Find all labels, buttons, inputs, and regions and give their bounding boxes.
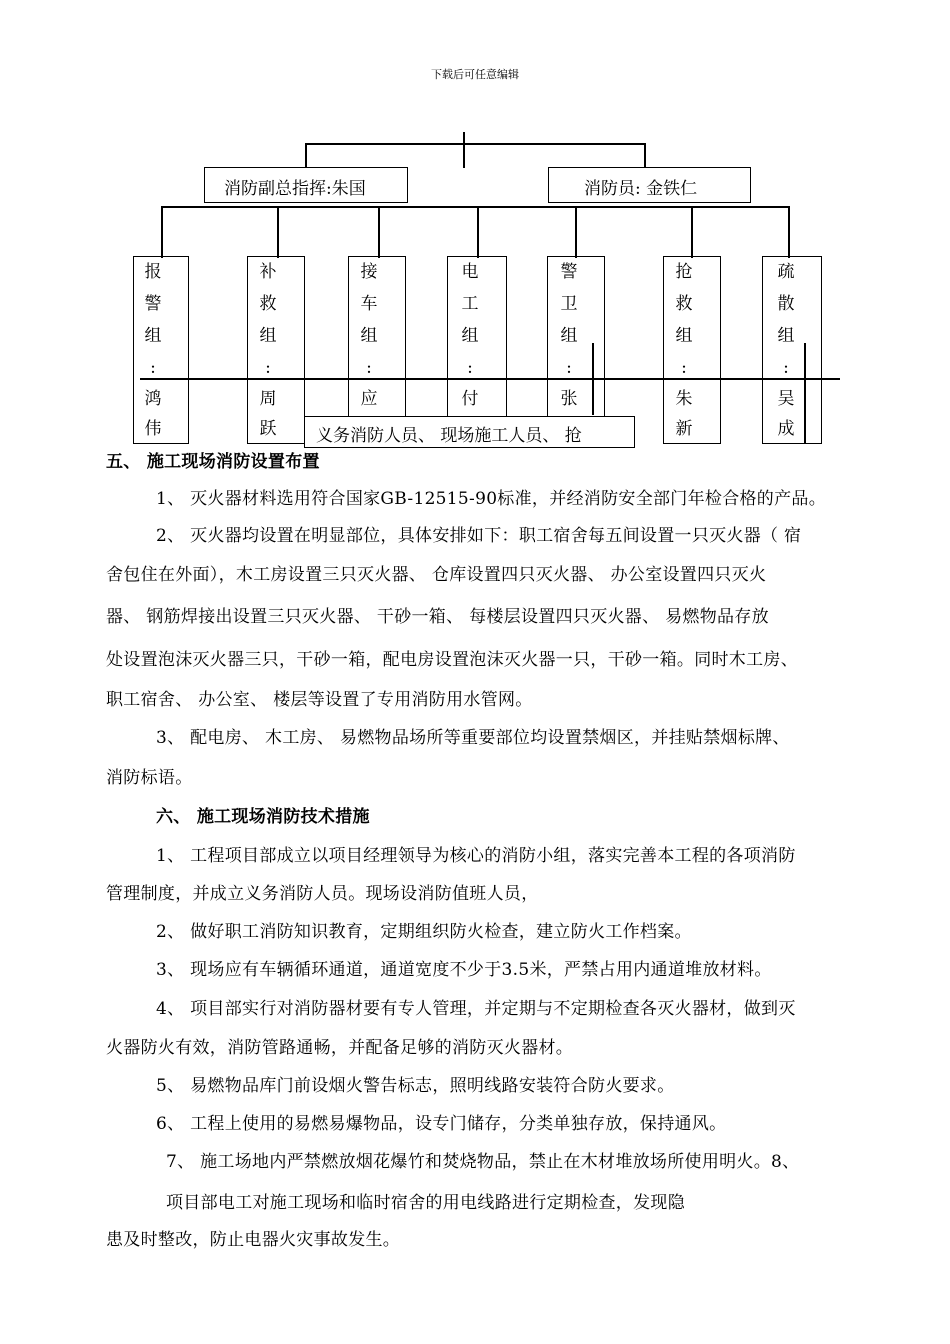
chart-line [691,206,693,258]
chart-line [575,206,577,258]
section-5-title: 五、 施工现场消防设置布置 [106,452,320,472]
group-1-name-char: 鸿 [144,389,162,409]
group-4-name-char: 付 [461,389,479,409]
group-2-char: 补 [259,262,277,282]
paragraph: 患及时整改，防止电器火灾事故发生。 [106,1230,401,1250]
paragraph: 器、 钢筋焊接出设置三只灭火器、 干砂一箱、 每楼层设置四只灭火器、 易燃物品存放 [106,607,769,627]
group-7-name-char: 吴 [777,389,795,409]
group-3-char: 车 [360,294,378,314]
paragraph: 2、 灭火器均设置在明显部位，具体安排如下：职工宿舍每五间设置一只灭火器（ 宿 [156,526,802,546]
group-3-name-char: 应 [360,389,378,409]
group-2-name-char: 周 [259,389,277,409]
page-header: 下载后可任意编辑 [431,68,519,81]
chart-line [305,143,645,145]
group-2-char: 救 [259,294,277,314]
chart-line [477,206,479,258]
paragraph: 职工宿舍、 办公室、 楼层等设置了专用消防用水管网。 [106,690,533,710]
group-3-char: 组 [360,326,378,346]
group-6-char: 组 [675,326,693,346]
group-5-char: : [566,358,572,378]
paragraph: 7、 施工场地内严禁燃放烟花爆竹和焚烧物品，禁止在木材堆放场所使用明火。8、 [166,1152,800,1172]
chart-line [463,132,465,168]
paragraph: 1、 灭火器材料选用符合国家GB-12515-90标准，并经消防安全部门年检合格的产品。 [156,489,827,509]
chart-line [140,378,840,380]
paragraph: 4、 项目部实行对消防器材要有专人管理，并定期与不定期检查各灭火器材，做到灭 [156,999,796,1019]
chart-line [378,206,380,258]
group-1-char: : [150,358,156,378]
group-1-char: 警 [144,294,162,314]
group-1-char: 报 [144,262,162,282]
paragraph: 管理制度，并成立义务消防人员。现场设消防值班人员， [106,884,539,904]
chart-line [788,206,790,258]
group-1-char: 组 [144,326,162,346]
group-6-name-char: 新 [675,419,693,439]
fireman-label: 消防员: 金铁仁 [584,179,698,199]
chart-line [804,343,806,443]
group-6-char: 救 [675,294,693,314]
paragraph: 1、 工程项目部成立以项目经理领导为核心的消防小组，落实完善本工程的各项消防 [156,846,796,866]
chart-line [305,143,307,167]
paragraph: 5、 易燃物品库门前设烟火警告标志，照明线路安装符合防火要求。 [156,1076,675,1096]
paragraph: 处设置泡沫灭火器三只，干砂一箱，配电房设置泡沫灭火器一只，干砂一箱。同时木工房、 [106,650,798,670]
group-7-char: 组 [777,326,795,346]
chart-line [277,206,279,258]
group-4-char: 组 [461,326,479,346]
group-5-char: 组 [560,326,578,346]
paragraph: 2、 做好职工消防知识教育，定期组织防火检查，建立防火工作档案。 [156,922,692,942]
group-2-char: 组 [259,326,277,346]
group-6-char: : [681,358,687,378]
group-3-char: 接 [360,262,378,282]
group-4-char: 电 [461,262,479,282]
section-6-title: 六、 施工现场消防技术措施 [156,807,370,827]
deputy-commander-label: 消防副总指挥:朱国 [224,179,366,199]
paragraph: 消防标语。 [106,768,193,788]
group-6-name-char: 朱 [675,389,693,409]
group-7-char: : [783,358,789,378]
group-5-name-char: 张 [560,389,578,409]
paragraph: 6、 工程上使用的易燃易爆物品，设专门储存，分类单独存放，保持通风。 [156,1114,727,1134]
paragraph: 火器防火有效，消防管路通畅，并配备足够的消防灭火器材。 [106,1038,574,1058]
group-2-char: : [265,358,271,378]
group-3-char: : [366,358,372,378]
group-4-char: 工 [461,294,479,314]
group-7-char: 散 [777,294,795,314]
group-6-char: 抢 [675,262,693,282]
paragraph: 项目部电工对施工现场和临时宿舍的用电线路进行定期检查，发现隐 [166,1193,685,1213]
group-5-char: 警 [560,262,578,282]
chart-line [161,206,789,208]
volunteer-label: 义务消防人员、 现场施工人员、 抢 [316,426,582,446]
paragraph: 3、 现场应有车辆循环通道，通道宽度不少于3.5米，严禁占用内通道堆放材料。 [156,960,772,980]
group-7-name-char: 成 [777,419,795,439]
group-4-char: : [467,358,473,378]
paragraph: 3、 配电房、 木工房、 易燃物品场所等重要部位均设置禁烟区，并挂贴禁烟标牌、 [156,728,790,748]
paragraph: 舍包住在外面），木工房设置三只灭火器、 仓库设置四只灭火器、 办公室设置四只灭火 [106,565,767,585]
group-1-name-char: 伟 [144,419,162,439]
group-7-char: 疏 [777,262,795,282]
chart-line [644,143,646,167]
group-2-name-char: 跃 [259,419,277,439]
group-5-char: 卫 [560,294,578,314]
chart-line [161,206,163,258]
